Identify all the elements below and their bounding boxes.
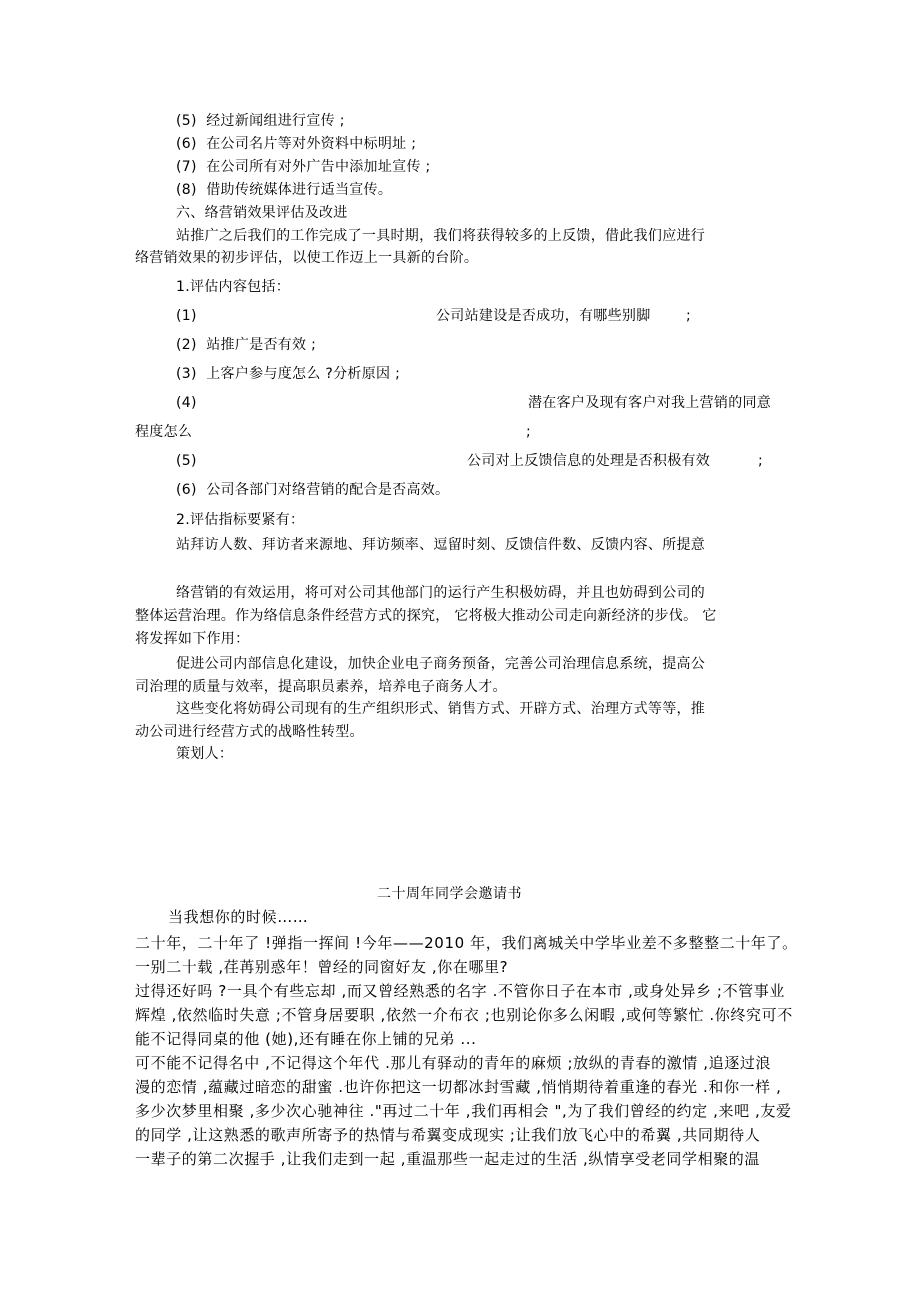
paragraph-line: 将发挥如下作用： bbox=[135, 631, 250, 647]
list-item-number: (5) bbox=[176, 453, 197, 469]
list-item-text: 公司站建设是否成功，有哪些别脚 bbox=[436, 308, 651, 324]
paragraph-line: 多少次梦里相聚 ,多少次心驰神往 ."再过二十年 ,我们再相会 ",为了我们曾经的约定 ,来吧 ,友爱 bbox=[135, 1102, 792, 1120]
paragraph-line: 辉煌 ,依然临时失意 ;不管身居要职 ,依然一介布衣 ;也别论你多么闲暇 ,或何等繁忙 .你终究可不 bbox=[135, 1006, 793, 1024]
list-item: (5) 经过新闻组进行宣传 ; bbox=[176, 113, 345, 129]
list-item-text: 程度怎么 bbox=[135, 424, 193, 440]
list-item: (6) 在公司名片等对外资料中标明址 ; bbox=[176, 136, 417, 152]
list-item: (6) 公司各部门对络营销的配合是否高效。 bbox=[176, 482, 450, 498]
paragraph-line: 当我想你的时候…… bbox=[168, 908, 309, 926]
list-item-end: ; bbox=[758, 453, 764, 469]
page-title: 二十周年同学会邀请书 bbox=[377, 886, 522, 902]
paragraph-line: 络营销效果的初步评估，以使工作迈上一具新的台阶。 bbox=[135, 250, 479, 266]
planner-label: 策划人： bbox=[176, 746, 234, 762]
paragraph-line: 动公司进行经营方式的战略性转型。 bbox=[135, 724, 364, 740]
paragraph-line: 的同学 ,让这熟悉的歌声所寄予的热情与希翼变成现实 ;让我们放飞心中的希翼 ,共同期待人 bbox=[135, 1126, 761, 1144]
paragraph-line: 能不记得同桌的他 (她),还有睡在你上铺的兄弟 ... bbox=[135, 1030, 477, 1048]
list-item-number: (1) bbox=[176, 308, 197, 324]
list-item-text: 公司对上反馈信息的处理是否积极有效 bbox=[467, 453, 711, 469]
paragraph-line: 促进公司内部信息化建设，加快企业电子商务预备，完善公司治理信息系统，提高公 bbox=[176, 656, 706, 672]
paragraph-line: 一别二十载 ,荏苒别惑年！曾经的同窗好友 ,你在哪里? bbox=[135, 958, 509, 976]
paragraph-line: 二十年，二十年了 !弹指一挥间 !今年——2010 年，我们离城关中学毕业差不多整整二十年了。 bbox=[135, 934, 798, 952]
paragraph-line: 司治理的质量与效率，提高职员素养，培养电子商务人才。 bbox=[135, 679, 507, 695]
paragraph-line: 整体运营治理。作为络信息条件经营方式的探究， 它将极大推动公司走向新经济的步伐。 它 bbox=[135, 608, 717, 624]
list-item-number: (4) bbox=[176, 395, 197, 411]
paragraph-line: 这些变化将妨碍公司现有的生产组织形式、销售方式、开辟方式、治理方式等等，推 bbox=[176, 701, 706, 717]
paragraph-line: 漫的恋情 ,蕴藏过暗恋的甜蜜 .也许你把这一切都冰封雪藏 ,悄悄期待着重逢的春光 .和你一样 , bbox=[135, 1078, 782, 1096]
paragraph-line: 站推广之后我们的工作完成了一具时期，我们将获得较多的上反馈，借此我们应进行 bbox=[176, 228, 706, 244]
subheading: 1.评估内容包括： bbox=[176, 279, 291, 295]
list-item-text: 潜在客户及现有客户对我上营销的同意 bbox=[528, 395, 772, 411]
subheading: 2.评估指标要紧有： bbox=[176, 512, 305, 528]
list-item-end: ; bbox=[686, 308, 692, 324]
paragraph-line: 可不能不记得名中 ,不记得这个年代 .那儿有驿动的青年的麻烦 ;放纵的青春的激情 ,追逐过浪 bbox=[135, 1054, 772, 1072]
paragraph-line: 站拜访人数、拜访者来源地、拜访频率、逗留时刻、反馈信件数、反馈内容、所提意 bbox=[176, 537, 706, 553]
list-item: (7) 在公司所有对外广告中添加址宣传 ; bbox=[176, 159, 431, 175]
paragraph-line: 过得还好吗 ?一具个有些忘却 ,而又曾经熟悉的名字 .不管你日子在本市 ,或身处异乡 ;不管事业 bbox=[135, 982, 785, 1000]
list-item-end: ; bbox=[526, 424, 532, 440]
list-item: (8) 借助传统媒体进行适当宣传。 bbox=[176, 182, 393, 198]
paragraph-line: 络营销的有效运用，将可对公司其他部门的运行产生积极妨碍，并且也妨碍到公司的 bbox=[176, 585, 706, 601]
paragraph-line: 一辈子的第二次握手 ,让我们走到一起 ,重温那些一起走过的生活 ,纵情享受老同学相聚的温 bbox=[135, 1150, 761, 1168]
section-heading: 六、络营销效果评估及改进 bbox=[176, 205, 348, 221]
list-item: (3) 上客户参与度怎么 ?分析原因 ; bbox=[176, 366, 401, 382]
list-item: (2) 站推广是否有效 ; bbox=[176, 337, 317, 353]
